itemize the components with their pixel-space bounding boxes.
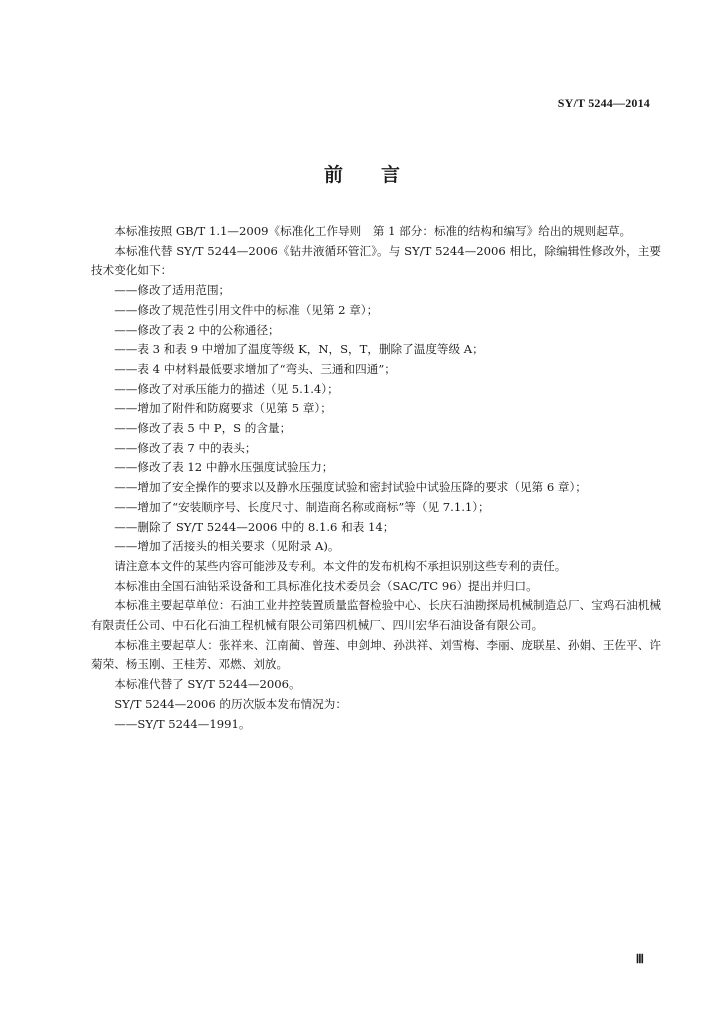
paragraph-drafters: 本标准主要起草人：张祥来、江南蔺、曾莲、申剑坤、孙洪祥、刘雪梅、李丽、庞联星、孙娟、王佐平、许菊荣、杨玉刚、王桂芳、邓燃、刘放。 xyxy=(91,637,661,672)
paragraph-drafting-units: 本标准主要起草单位：石油工业井控装置质量监督检验中心、长庆石油勘探局机械制造总厂、宝鸡石油机械有限责任公司、中石化石油工程机械有限公司第四机械厂、四川宏华石油设备有限公司。 xyxy=(91,598,661,633)
page-number: Ⅲ xyxy=(635,952,644,966)
list-item: ——修改了对承压能力的描述（见 5.1.4）； xyxy=(114,381,339,396)
list-item: ——增加了“安装顺序号、长度尺寸、制造商名称或商标”等（见 7.1.1）； xyxy=(114,499,490,514)
paragraph-proposer: 本标准由全国石油钻采设备和工具标准化技术委员会（SAC/TC 96）提出并归口。 xyxy=(114,578,538,593)
list-item: ——删除了 SY/T 5244—2006 中的 8.1.6 和表 14； xyxy=(114,519,395,534)
paragraph-replacement: 本标准代替 SY/T 5244—2006《钻井液循环管汇》。与 SY/T 5244—2006 相比，除编辑性修改外，主要技术变化如下： xyxy=(91,243,661,278)
list-item: ——表 4 中材料最低要求增加了“弯头、三通和四通”； xyxy=(114,361,396,376)
standard-code: SY/T 5244—2014 xyxy=(557,96,650,110)
list-item: ——增加了活接头的相关要求（见附录 A)。 xyxy=(114,539,340,554)
paragraph-patent-notice: 请注意本文件的某些内容可能涉及专利。本文件的发布机构不承担识别这些专利的责任。 xyxy=(114,558,567,573)
change-list xyxy=(91,281,661,557)
list-item: ——修改了表 12 中静水压强度试验压力； xyxy=(114,460,334,475)
document-body xyxy=(91,222,661,734)
history-list xyxy=(91,715,661,735)
list-item: ——修改了规范性引用文件中的标准（见第 2 章）； xyxy=(114,302,379,317)
list-item: ——增加了安全操作的要求以及静水压强度试验和密封试验中试验压降的要求（见第 6 章）； xyxy=(114,480,587,495)
list-item: ——表 3 和表 9 中增加了温度等级 K，N，S，T，删除了温度等级 A； xyxy=(114,342,484,357)
list-item: ——修改了表 5 中 P，S 的含量； xyxy=(114,421,292,436)
paragraph-history-intro: SY/T 5244—2006 的历次版本发布情况为： xyxy=(114,696,347,711)
list-item: ——增加了附件和防腐要求（见第 5 章）； xyxy=(114,401,332,416)
paragraph-drafting-rules: 本标准按照 GB/T 1.1—2009《标准化工作导则 第 1 部分：标准的结构和编写》给出的规则起草。 xyxy=(114,224,632,238)
list-item: ——SY/T 5244—1991。 xyxy=(114,716,251,731)
list-item: ——修改了表 7 中的表头； xyxy=(114,440,257,455)
list-item: ——修改了适用范围； xyxy=(114,283,231,298)
list-item: ——修改了表 2 中的公称通径； xyxy=(114,322,280,337)
paragraph-supersedes: 本标准代替了 SY/T 5244—2006。 xyxy=(114,677,301,692)
page-title: 前言 xyxy=(323,164,438,186)
